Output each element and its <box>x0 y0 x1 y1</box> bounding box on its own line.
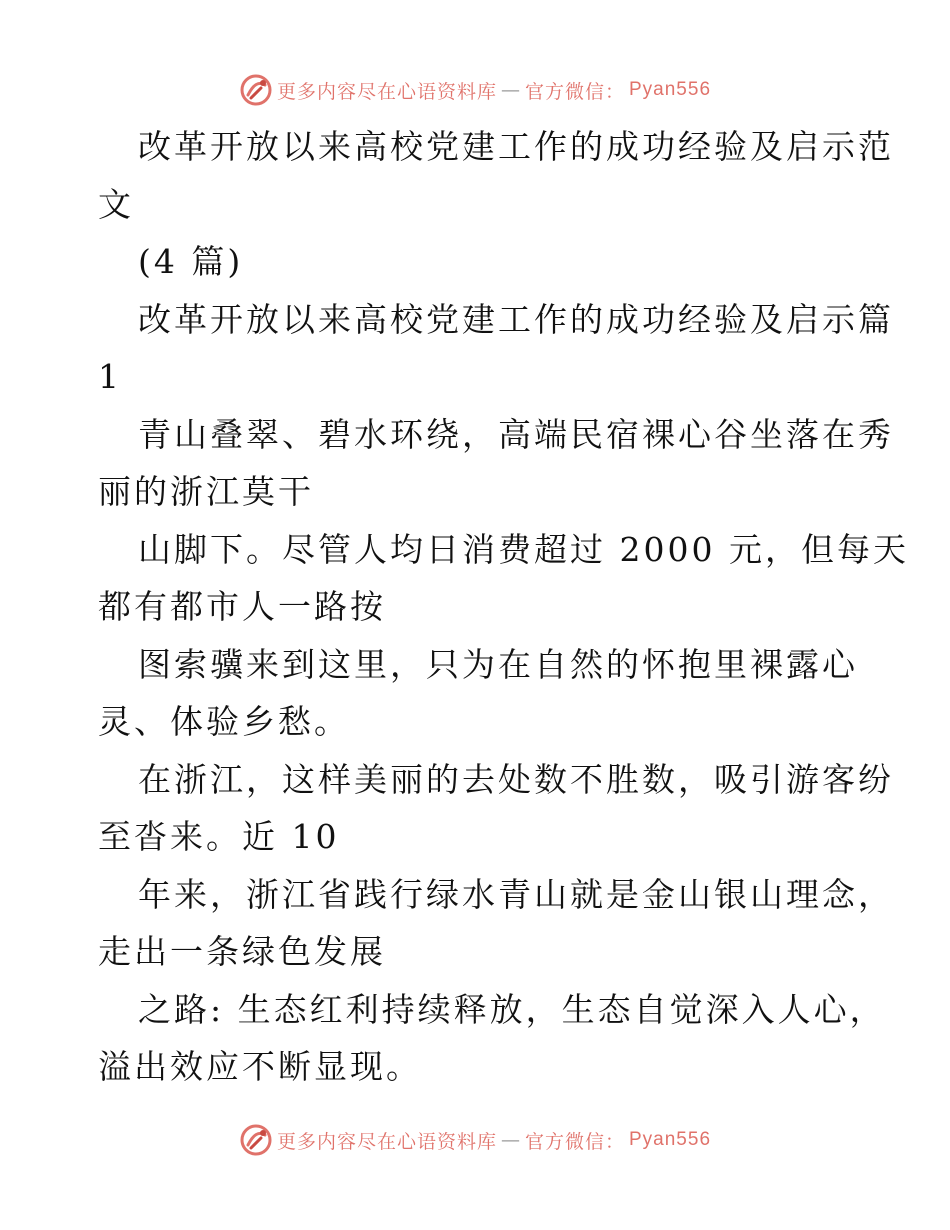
watermark-wechat-id: Pyan556 <box>629 79 712 100</box>
title-line-1: 改革开放以来高校党建工作的成功经验及启示范 <box>138 127 894 166</box>
section-heading-line-2: 1 <box>98 357 122 396</box>
subtitle-count: (4 篇) <box>138 242 244 281</box>
paragraph-line: 之路: 生态红利持续释放，生态自觉深入人心， <box>138 989 886 1029</box>
section-heading-line-1: 改革开放以来高校党建工作的成功经验及启示篇 <box>138 299 894 339</box>
watermark-wechat-label: 官方微信： <box>524 80 625 103</box>
watermark-wechat-label: 官方微信： <box>524 1130 625 1153</box>
logo-icon <box>239 73 273 107</box>
title-line-2: 文 <box>98 184 134 224</box>
paragraph-line: 年来，浙江省践行绿水青山就是金山银山理念， <box>138 874 894 914</box>
paragraph-line: 都有都市人一路按 <box>98 587 386 626</box>
logo-icon <box>239 1123 273 1157</box>
paragraph-line: 丽的浙江莫干 <box>98 472 314 511</box>
paragraph-line: 灵、体验乡愁。 <box>98 702 350 741</box>
document-body <box>98 118 909 1096</box>
watermark-separator: — <box>500 1129 521 1151</box>
watermark-wechat-id: Pyan556 <box>629 1129 712 1150</box>
paragraph-line: 青山叠翠、碧水环绕，高端民宿裸心谷坐落在秀 <box>138 414 894 454</box>
footer-watermark <box>0 1120 950 1160</box>
paragraph-line: 溢出效应不断显现。 <box>98 1047 422 1086</box>
watermark-separator: — <box>500 79 521 101</box>
watermark-brand-text: 更多内容尽在心语资料库 <box>276 1130 497 1153</box>
paragraph-line: 山脚下。尽管人均日消费超过 2000 元，但每天 <box>138 529 909 569</box>
paragraph-line: 走出一条绿色发展 <box>98 932 386 971</box>
paragraph-line: 图索骥来到这里，只为在自然的怀抱里裸露心 <box>138 644 858 684</box>
header-watermark <box>0 70 950 110</box>
watermark-brand-text: 更多内容尽在心语资料库 <box>276 80 497 103</box>
paragraph-line: 在浙江，这样美丽的去处数不胜数，吸引游客纷 <box>138 759 894 799</box>
paragraph-line: 至沓来。近 10 <box>98 817 340 856</box>
